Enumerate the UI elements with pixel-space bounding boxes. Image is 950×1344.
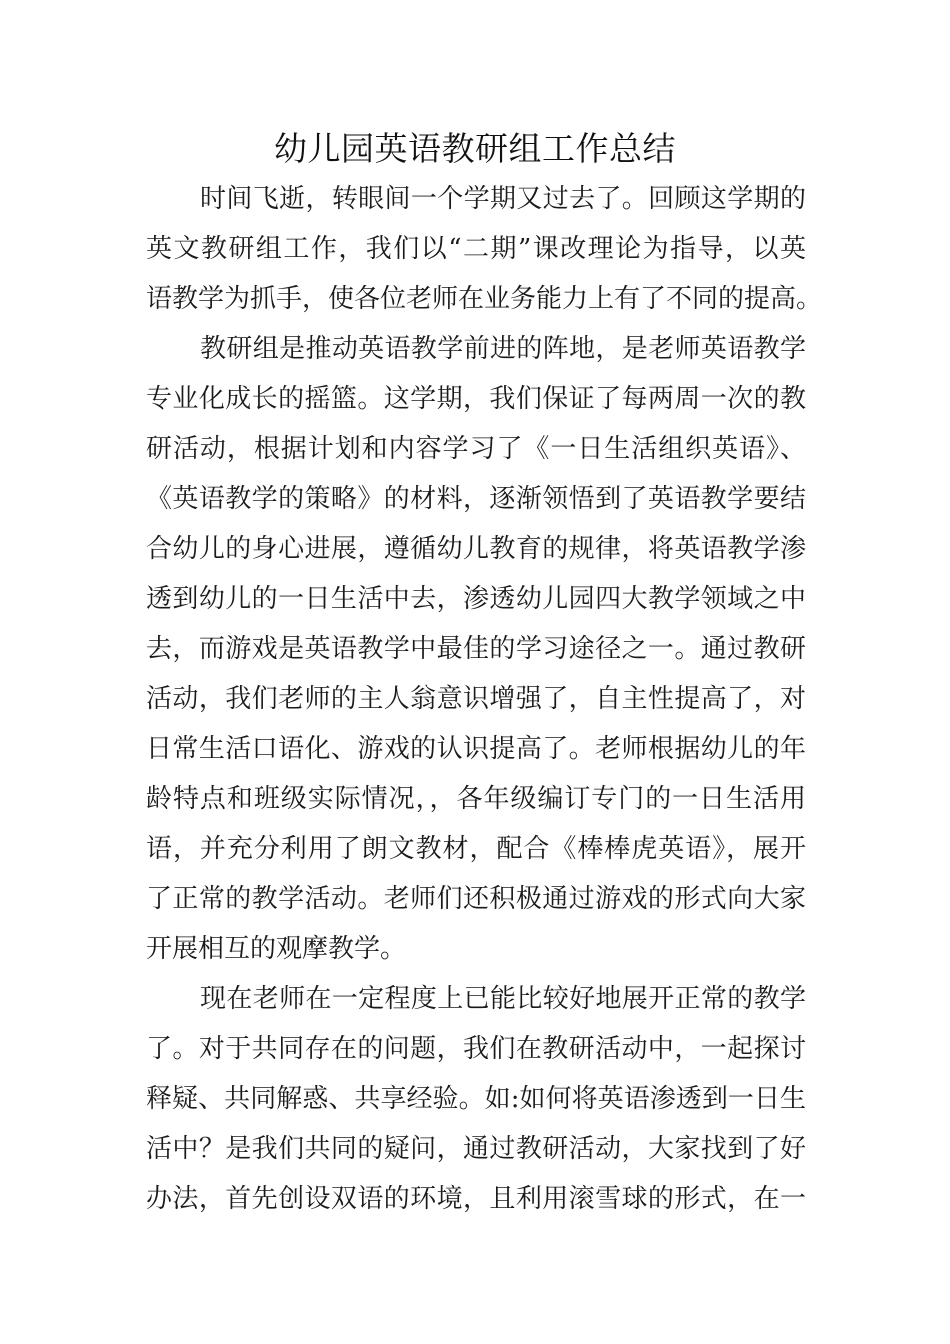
paragraph-2-line-10: 龄特点和班级实际情况，，各年级编订专门的一日生活用 — [146, 784, 806, 814]
paragraph-2-line-5: 合幼儿的身心进展，遵循幼儿教育的规律，将英语教学渗 — [146, 534, 806, 564]
paragraph-2-line-11: 语，并充分利用了朗文教材，配合《棒棒虎英语》，展开 — [146, 834, 806, 864]
paragraph-2-line-7: 去，而游戏是英语教学中最佳的学习途径之一。通过教研 — [146, 634, 806, 664]
document-title: 幼儿园英语教研组工作总结 — [274, 129, 676, 168]
paragraph-3-line-2: 了。对于共同存在的问题，我们在教研活动中，一起探讨 — [146, 1034, 806, 1064]
paragraph-1-line-3: 语教学为抓手，使各位老师在业务能力上有了不同的提高。 — [146, 284, 823, 314]
paragraph-3-line-5: 办法，首先创设双语的环境，且利用滚雪球的形式，在一 — [146, 1184, 806, 1214]
paragraph-2-line-3: 研活动，根据计划和内容学习了《一日生活组织英语》、 — [146, 434, 806, 464]
paragraph-2-line-9: 日常生活口语化、游戏的认识提高了。老师根据幼儿的年 — [146, 734, 806, 764]
paragraph-2-line-4: 《英语教学的策略》的材料，逐渐领悟到了英语教学要结 — [146, 484, 806, 514]
paragraph-3-line-1: 现在老师在一定程度上已能比较好地展开正常的教学 — [200, 984, 806, 1014]
paragraph-2-line-13: 开展相互的观摩教学。 — [146, 934, 407, 964]
paragraph-1-line-1: 时间飞逝，转眼间一个学期又过去了。回顾这学期的 — [200, 184, 806, 214]
paragraph-2-line-2: 专业化成长的摇篮。这学期，我们保证了每两周一次的教 — [146, 384, 806, 414]
paragraph-2-line-1: 教研组是推动英语教学前进的阵地，是老师英语教学 — [200, 334, 806, 364]
paragraph-2-line-8: 活动，我们老师的主人翁意识增强了，自主性提高了，对 — [146, 684, 806, 714]
paragraph-2-line-6: 透到幼儿的一日生活中去，渗透幼儿园四大教学领域之中 — [146, 584, 806, 614]
paragraph-2-line-12: 了正常的教学活动。老师们还积极通过游戏的形式向大家 — [146, 884, 806, 914]
paragraph-1-line-2: 英文教研组工作，我们以“二期”课改理论为指导，以英 — [146, 234, 806, 264]
paragraph-3-line-4: 活中？是我们共同的疑问，通过教研活动，大家找到了好 — [146, 1134, 806, 1164]
paragraph-3-line-3: 释疑、共同解惑、共享经验。如:如何将英语渗透到一日生 — [146, 1084, 806, 1114]
